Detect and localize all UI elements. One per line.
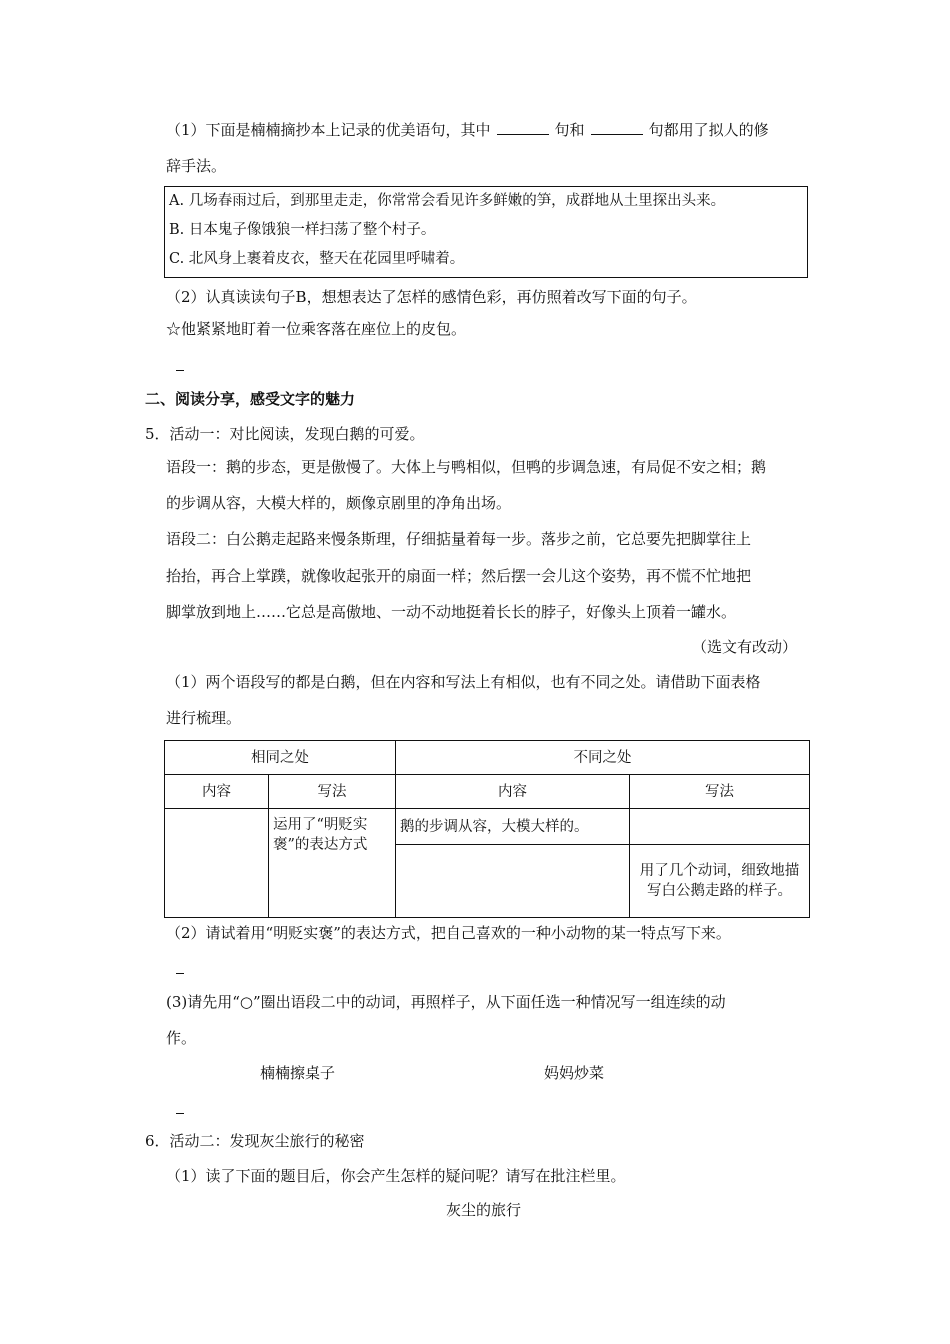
cell-same-content[interactable] xyxy=(165,809,269,918)
q5-title: 5．活动一：对比阅读，发现白鹅的可爱。 xyxy=(145,425,425,443)
choice-1: 楠楠擦桌子 xyxy=(260,1064,336,1082)
q5-part1-line2: 进行梳理。 xyxy=(166,709,242,727)
article-title: 灰尘的旅行 xyxy=(446,1201,522,1219)
cell-same-method: 运用了“明贬实褒”的表达方式 xyxy=(269,809,396,918)
q4-part1-cont: 辞手法。 xyxy=(166,157,227,175)
comparison-table xyxy=(164,740,810,918)
q4-part2: （2）认真读读句子B，想想表达了怎样的感情色彩，再仿照着改写下面的句子。 xyxy=(166,288,697,306)
source-note: （选文有改动） xyxy=(692,638,798,656)
passage1-line2: 的步调从容，大模大样的，颇像京剧里的净角出场。 xyxy=(166,494,512,512)
passage1-line1: 语段一：鹅的步态，更是傲慢了。大体上与鸭相似，但鸭的步调急速，有局促不安之相；鹅 xyxy=(166,458,767,476)
answer-blank-1[interactable] xyxy=(497,120,549,135)
passage2-line3: 脚掌放到地上……它总是高傲地、一动不动地挺着长长的脖子，好像头上顶着一罐水。 xyxy=(166,603,737,621)
cell-diff-method-2: 用了几个动词，细致地描写白公鹅走路的样子。 xyxy=(630,845,810,918)
header-diff-method: 写法 xyxy=(630,775,810,809)
header-diff: 不同之处 xyxy=(396,741,810,775)
options-box xyxy=(164,186,808,278)
option-c: C. 北风身上裹着皮衣，整天在花园里呼啸着。 xyxy=(169,251,465,267)
header-same-method: 写法 xyxy=(269,775,396,809)
cell-diff-content-2[interactable] xyxy=(396,845,630,918)
answer-line[interactable] xyxy=(176,1113,184,1114)
q4-part1-line: （1）下面是楠楠摘抄本上记录的优美语句，其中 句和 句都用了拟人的修 xyxy=(166,121,769,139)
answer-line[interactable] xyxy=(176,973,184,974)
passage2-line2: 抬抬，再合上掌蹼，就像收起张开的扇面一样；然后摆一会儿这个姿势，再不慌不忙地把 xyxy=(166,567,752,585)
passage2-line1: 语段二：白公鹅走起路来慢条斯理，仔细掂量着每一步。落步之前，它总要先把脚掌往上 xyxy=(166,530,752,548)
q5-part3-line2: 作。 xyxy=(166,1029,197,1047)
q6-title: 6．活动二：发现灰尘旅行的秘密 xyxy=(145,1132,365,1150)
option-a: A. 几场春雨过后，到那里走走，你常常会看见许多鲜嫩的笋，成群地从土里探出头来。 xyxy=(169,193,726,209)
cell-diff-content-1: 鹅的步调从容，大模大样的。 xyxy=(396,809,630,845)
header-same: 相同之处 xyxy=(165,741,396,775)
section-title: 二、阅读分享，感受文字的魅力 xyxy=(145,390,356,408)
option-b: B. 日本鬼子像饿狼一样扫荡了整个村子。 xyxy=(169,222,436,238)
cell-diff-method-1[interactable] xyxy=(630,809,810,845)
q4-part2-sentence: ☆他紧紧地盯着一位乘客落在座位上的皮包。 xyxy=(166,320,467,338)
choice-2: 妈妈炒菜 xyxy=(544,1064,605,1082)
header-same-content: 内容 xyxy=(165,775,269,809)
header-diff-content: 内容 xyxy=(396,775,630,809)
answer-line[interactable] xyxy=(176,370,184,371)
q5-part2: （2）请试着用“明贬实褒”的表达方式，把自己喜欢的一种小动物的某一特点写下来。 xyxy=(166,924,731,942)
q5-part1-line1: （1）两个语段写的都是白鹅，但在内容和写法上有相似，也有不同之处。请借助下面表格 xyxy=(166,673,761,691)
q5-part3-line1: (3)请先用“○”圈出语段二中的动词，再照样子，从下面任选一种情况写一组连续的动 xyxy=(166,993,726,1011)
answer-blank-2[interactable] xyxy=(591,120,643,135)
q6-part1: （1）读了下面的题目后，你会产生怎样的疑问呢？请写在批注栏里。 xyxy=(166,1167,626,1185)
